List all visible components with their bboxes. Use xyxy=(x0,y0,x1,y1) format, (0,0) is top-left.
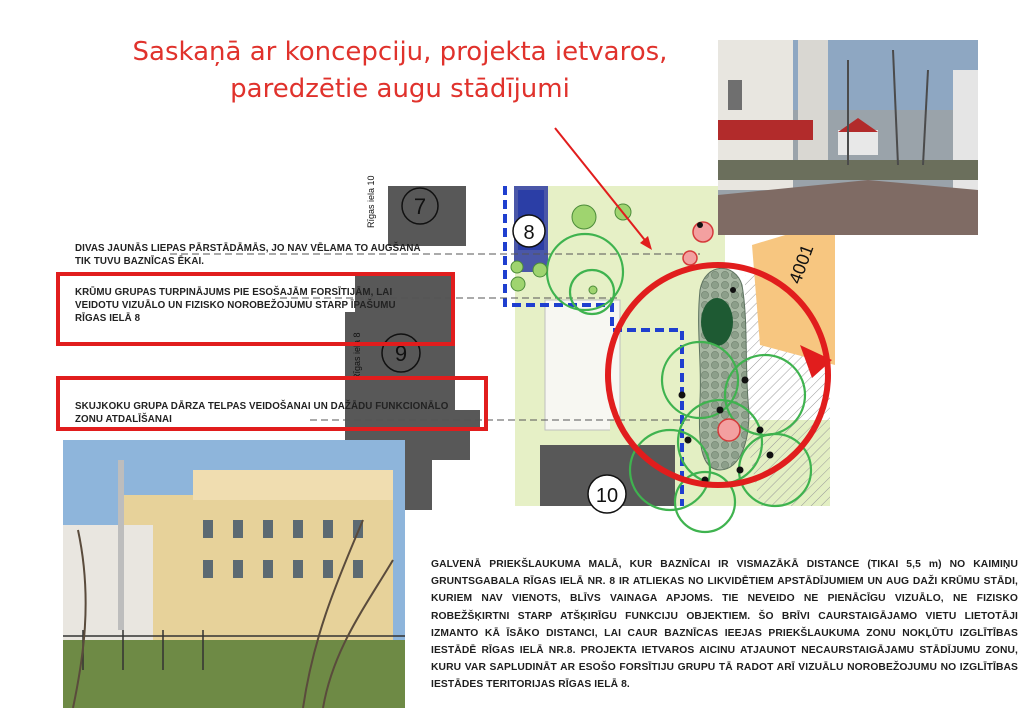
note-linden-trees: DIVAS JAUNĀS LIEPAS PĀRSTĀDĀMĀS, JO NAV VĒLAMA TO AUGŠANA TIK TUVU BAZNĪCAS ĒKAI. xyxy=(75,242,421,267)
note-shrub-group: KRŪMU GRUPAS TURPINĀJUMS PIE ESOŠAJĀM FORSĪTIJĀM, LAI VEIDOTU VIZUĀLO UN FIZISKO NOROBEŽOJUMU STARP ĪPAŠUMU RĪGAS IELĀ 8 xyxy=(75,286,396,324)
church-courtyard-photo xyxy=(718,40,978,235)
church-photo-drawing xyxy=(718,40,978,235)
school-building-photo xyxy=(63,440,405,708)
school-photo-drawing xyxy=(63,440,405,708)
building-7 xyxy=(388,186,466,246)
parcel-number: 4001 xyxy=(784,241,818,287)
slide-title-line-1: Saskaņā ar koncepciju, projekta ietvaros, xyxy=(132,37,668,67)
building-10-label: 10 xyxy=(595,485,619,507)
slide-title-line-2: paredzētie augu stādījumi xyxy=(230,74,570,104)
description-paragraph: GALVENĀ PRIEKŠLAUKUMA MALĀ, KUR BAZNĪCAI IR VISMAZĀKĀ DISTANCE (TIKAI 5,5 m) NO KAIMIŅU GRUNTSGABALA RĪGAS IELĀ NR. 8 IR ATLIEKAS NO LIKVIDĒTIEM APSTĀDĪJUMIEM UN AUG DAŽI KRŪMU STĀDI, KURIEM NAV VIENOTS, BLĪVS VAINAGA APJOMS. TIE NEVEIDO NE PIENĀCĪGU VIZUĀLO, NE FIZISKO ROBEŽŠĶIRTNI STARP ATŠĶIRĪGU FUNKCIJU OBJEKTIEM. ŠO BRĪVI CAURSTAIGĀJAMO VIETU LIETOTĀJI IZMANTO KĀ ĪSĀKO DISTANCI, LAI CAUR BAZNĪCAS IEEJAS PRIEKŠLAUKUMA ZONU NOKĻŪTU IZGLĪTĪBAS IESTĀDĒ RĪGAS IELĀ NR.8. PROJEKTA IETVAROS AICINU ATJAUNOT NECAURSTAIGĀJAMU STĀDĪJUMU ZONU, KURU VAR SAPLUDINĀT AR ESOŠO FORSĪTIJU GRUPU TĀ RADOT ARĪ VIZUĀLU NOROBEŽOJUMU NO IZGLĪTĪBAS IESTĀDES TERITORIJAS RĪGAS IELĀ 8. xyxy=(431,559,1018,691)
street-label-top: Rīgas iela 10 xyxy=(366,175,376,228)
building-7-label: 7 xyxy=(413,194,427,219)
note-conifer-group: SKUJKOKU GRUPA DĀRZA TELPAS VEIDOŠANAI UN DAŽĀDU FUNKCIONĀLO ZONU ATDALĪŠANAI xyxy=(75,400,449,425)
street-label-mid: Rīgas iela 8 xyxy=(352,332,362,380)
conifer-dark xyxy=(701,298,733,346)
building-8-label: 8 xyxy=(523,222,535,244)
building-9-label: 9 xyxy=(394,341,408,366)
